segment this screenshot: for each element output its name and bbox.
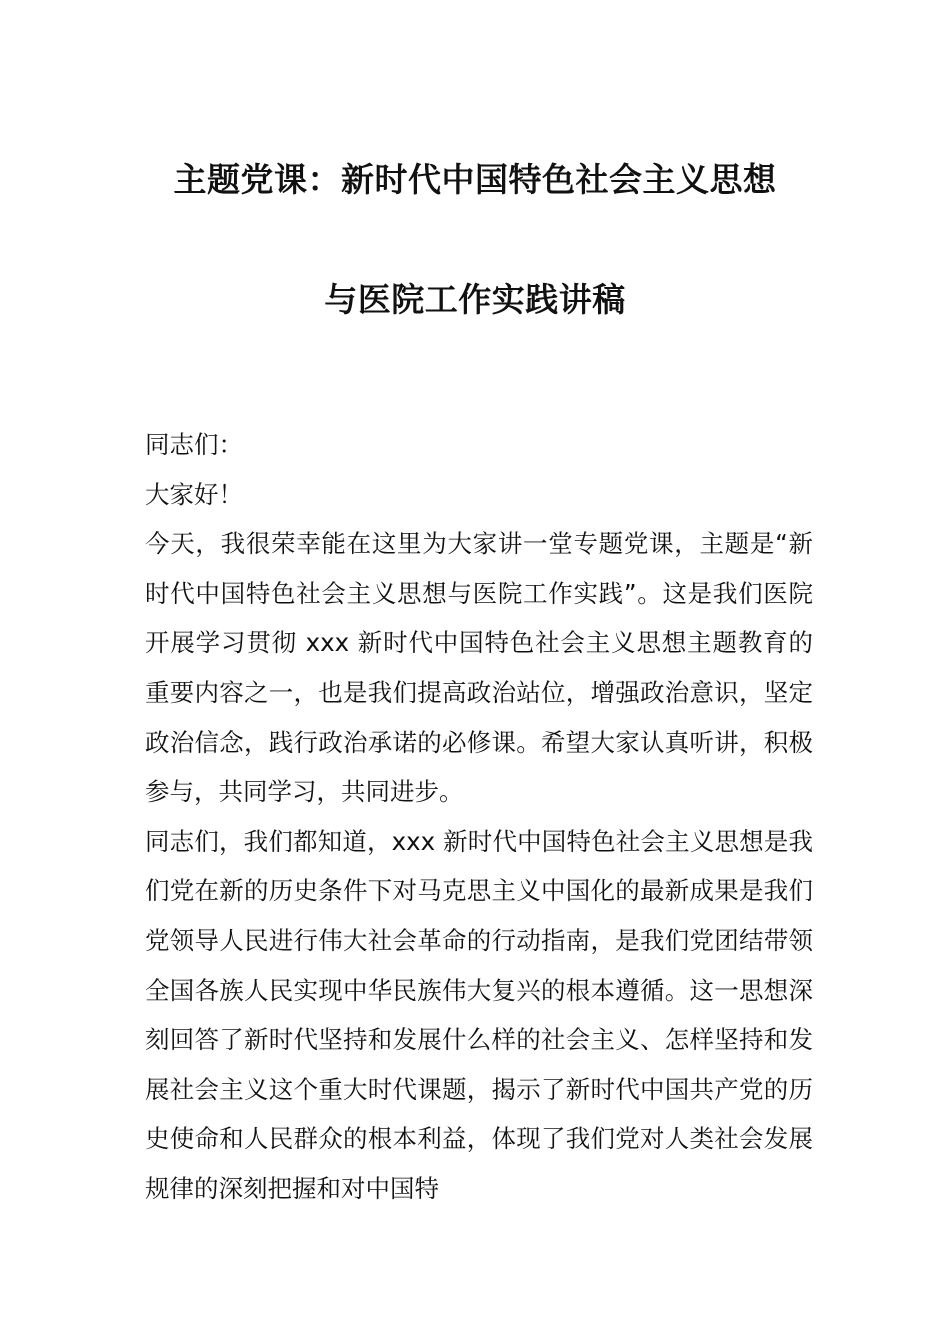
document-body [145,420,813,1214]
greeting: 大家好！ [145,479,243,509]
body-paragraph-thought: 同志们，我们都知道，xxx 新时代中国特色社会主义思想是我们党在新的历史条件下对马克思主义中国化的最新成果是我们党领导人民进行伟大社会革命的行动指南，是我们党团结带领全国各族人民实现中华民族伟大复兴的根本遵循。这一思想深刻回答了新时代坚持和发展什么样的社会主义、怎样坚持和发展社会主义这个重大时代课题，揭示了新时代中国共产党的历史使命和人民群众的根本利益，体现了我们党对人类社会发展规律的深刻把握和对中国特 [145,826,813,1203]
body-paragraph-intro: 今天，我很荣幸能在这里为大家讲一堂专题党课，主题是“新时代中国特色社会主义思想与医院工作实践”。这是我们医院开展学习贯彻 xxx 新时代中国特色社会主义思想主题教育的重要内容之一，也是我们提高政治站位，增强政治意识，坚定政治信念，践行政治承诺的必修课。希望大家认真听讲，积极参与，共同学习，共同进步。 [145,529,813,807]
document-title-line-2: 与医院工作实践讲稿 [324,280,626,319]
salutation: 同志们： [145,430,243,459]
document-title-line-1: 主题党课：新时代中国特色社会主义思想 [173,160,777,199]
